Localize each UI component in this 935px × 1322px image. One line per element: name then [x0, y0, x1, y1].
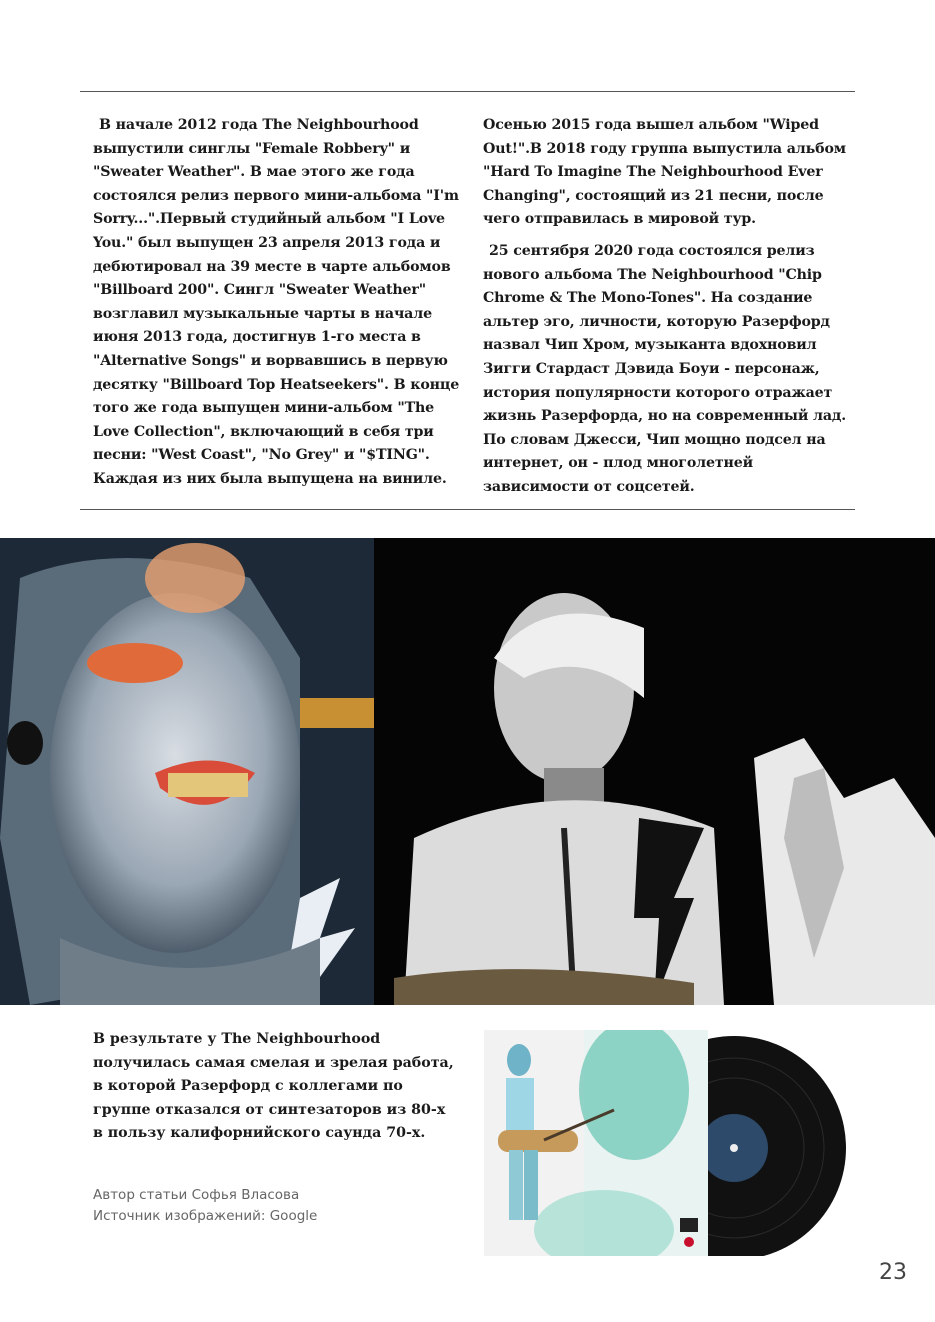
- guitarist-photo-illustration: [374, 538, 935, 1005]
- vinyl-record-illustration: [484, 1030, 854, 1256]
- closeup-photo-illustration: [0, 538, 374, 1005]
- author-credit: Автор статьи Софья Власова: [93, 1187, 300, 1203]
- right-paragraph-2: 25 сентября 2020 года состоялся релиз нового альбома The Neighbourhood "Chip Chrome & The Mono-Tones". На создание альтер эго, личности, которую Разерфорд назвал Чип Хром, музыканта вдохновил Зигги Стардаст Дэвида Боуи - персонаж, история популярности которого отражает жизнь Разерфорда, но на современный лад. По словам Джесси, Чип мощно подсел на интернет, он - плод многолетней зависимости от соцсетей.: [483, 242, 847, 495]
- article-right-column: [483, 114, 855, 500]
- right-paragraph-1: Осенью 2015 года вышел альбом "Wiped Out!".В 2018 году группа выпустила альбом "Hard To Imagine The Neighbourhood Ever Changing", состоящий из 21 песни, после чего отправилась в мировой тур.: [483, 117, 846, 228]
- top-divider: [80, 91, 855, 92]
- album-vinyl-image: [484, 1030, 854, 1256]
- credits: [93, 1185, 317, 1227]
- photo-strip: [0, 538, 935, 1005]
- article-left-column: [93, 114, 461, 492]
- page-number: 23: [879, 1260, 907, 1285]
- middle-divider: [80, 509, 855, 510]
- photo-closeup-makeup: [0, 538, 374, 1005]
- conclusion-text: [93, 1028, 458, 1146]
- photo-guitarist: [374, 538, 935, 1005]
- left-paragraph-1: В начале 2012 года The Neighbourhood выпустили синглы "Female Robbery" и "Sweater Weather". В мае этого же года состоялся релиз первого мини-альбома "I'm Sorry...".Первый студийный альбом "I Love You." был выпущен 23 апреля 2013 года и дебютировал на 39 месте в чарте альбомов "Billboard 200". Сингл "Sweater Weather" возглавил музыкальные чарты в начале июня 2013 года, достигнув 1-го места в "Alternative Songs" и ворвавшись в первую десятку "Billboard Top Heatseekers". В конце того же года выпущен мини-альбом "The Love Collection", включающий в себя три песни: "West Coast", "No Grey" и "$TING". Каждая из них была выпущена на виниле.: [93, 117, 460, 487]
- conclusion-paragraph: В результате у The Neighbourhood получилась самая смелая и зрелая работа, в которой Разерфорд с коллегами по группе отказался от синтезаторов из 80-х в пользу калифорнийского саунда 70-х.: [93, 1031, 454, 1142]
- image-source-credit: Источник изображений: Google: [93, 1208, 318, 1224]
